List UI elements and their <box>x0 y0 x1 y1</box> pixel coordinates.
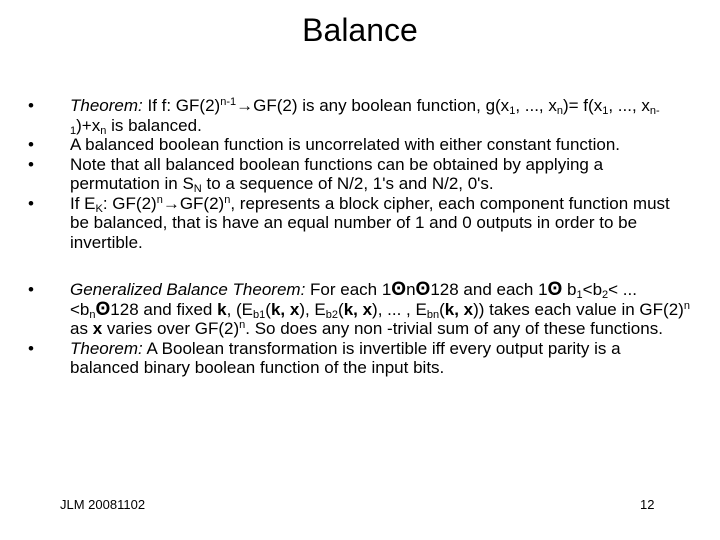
superscript: n <box>683 299 690 312</box>
text: Note that all balanced boolean functions can be obtained by applying a permutation in S <box>70 154 604 193</box>
subscript: n <box>100 124 107 137</box>
theorem-label: Generalized Balance Theorem: <box>70 280 306 299</box>
text: GF(2) <box>179 193 225 213</box>
subscript: n <box>556 105 563 117</box>
bold-text: k, x <box>444 299 474 319</box>
bold-text: k, x <box>343 299 373 319</box>
le-symbol-icon: ʘ <box>391 279 407 300</box>
text: <b <box>582 280 603 299</box>
bullet-dot: • <box>28 193 34 213</box>
text: ( <box>338 299 344 319</box>
subscript: 1 <box>576 289 583 301</box>
bullet-invertible-theorem <box>28 339 692 378</box>
le-symbol-icon: ʘ <box>95 298 111 320</box>
text: If E <box>70 193 96 213</box>
subscript: N <box>193 183 202 195</box>
text: as <box>70 319 93 338</box>
page-number: 12 <box>640 497 655 512</box>
bullet-dot: • <box>28 154 34 174</box>
theorem-label: Theorem: <box>70 338 143 358</box>
bold-text: k <box>217 299 227 319</box>
superscript: n <box>239 319 246 331</box>
text: . So does any non -trivial sum of any of these functions. <box>245 319 663 338</box>
bullet-generalized-theorem <box>28 280 692 339</box>
slide-title: Balance <box>302 12 418 48</box>
subscript: b2 <box>325 308 339 321</box>
text: < ... <b <box>70 280 637 319</box>
text: A balanced boolean function is uncorrelated with either constant function. <box>70 135 621 154</box>
text: , ..., x <box>515 96 557 115</box>
subscript: bn <box>426 308 440 321</box>
subscript: 1 <box>602 105 609 117</box>
bullet-permutation <box>28 155 692 194</box>
subscript: n-1 <box>70 105 660 137</box>
text: 128 and fixed <box>110 299 218 319</box>
bold-text: k, x <box>270 299 300 319</box>
text: , represents a block cipher, each component function must be balanced, that is have an equal number of 1 and 0 outputs in order to be invertible. <box>70 193 670 252</box>
bullet-dot: • <box>28 280 34 299</box>
text: ( <box>265 299 271 319</box>
theorem-label: Theorem: <box>70 96 143 115</box>
arrow-icon: → <box>236 96 254 115</box>
text: , (E <box>226 299 254 319</box>
bullet-dot: • <box>28 135 34 154</box>
text: to a sequence of N/2, 1's and N/2, 0's. <box>201 174 494 193</box>
bullet-dot: • <box>28 96 34 115</box>
bold-text: x <box>92 319 103 338</box>
text: : GF(2) <box>102 193 157 213</box>
text: is balanced. <box>106 115 202 135</box>
le-symbol-icon: ʘ <box>547 279 563 300</box>
text: For each 1 <box>305 280 392 299</box>
subscript: 2 <box>602 289 609 301</box>
text: , ..., x <box>608 96 650 115</box>
subscript: b1 <box>253 308 266 321</box>
superscript: n-1 <box>220 96 237 108</box>
text: A Boolean transformation is invertible iff every output parity is a balanced binary boolean function of the input bits. <box>70 338 621 377</box>
text: varies over GF(2) <box>102 319 240 338</box>
bullet-uncorrelated <box>28 135 692 155</box>
text: ), ... , E <box>372 299 427 319</box>
bullet-list <box>28 96 692 378</box>
subscript: K <box>95 202 103 215</box>
text: n <box>406 280 416 299</box>
text: b <box>562 280 577 299</box>
text: )) takes each value in GF(2) <box>473 299 684 319</box>
superscript: n <box>224 193 231 206</box>
bullet-dot: • <box>28 338 34 358</box>
subscript: 1 <box>509 105 516 117</box>
text: )= f(x <box>563 96 603 115</box>
text: If f: GF(2) <box>142 96 221 115</box>
text: ), E <box>299 299 326 319</box>
footer-author-date: JLM 20081102 <box>60 497 146 512</box>
bullet-theorem <box>28 96 692 135</box>
bullet-block-cipher <box>28 194 692 253</box>
text: ( <box>439 299 445 319</box>
text: )+x <box>76 115 101 135</box>
superscript: n <box>156 193 163 206</box>
text: GF(2) is any boolean function, g(x <box>253 96 510 115</box>
arrow-icon: → <box>162 193 180 213</box>
text: 128 and each 1 <box>430 280 548 299</box>
spacer <box>28 252 692 280</box>
le-symbol-icon: ʘ <box>415 279 431 300</box>
subscript: n <box>89 308 96 321</box>
